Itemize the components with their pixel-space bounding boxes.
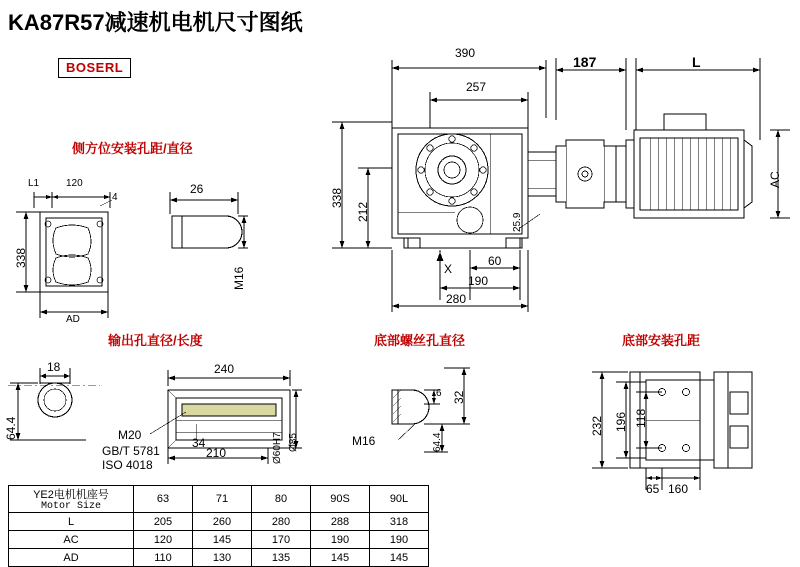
note-gb: GB/T 5781	[102, 444, 160, 458]
table-cell: 130	[193, 549, 252, 567]
table-size-2: 80	[252, 486, 311, 513]
table-cell: 260	[193, 513, 252, 531]
dim-26: 26	[190, 182, 204, 196]
dim-L-motor: L	[692, 54, 701, 70]
dim-4: 4	[112, 192, 118, 203]
caption-bottom-screw: 底部螺丝孔直径	[374, 333, 466, 348]
dim-X: X	[444, 262, 453, 276]
caption-output-shaft: 输出孔直径/长度	[108, 333, 203, 348]
dim-196: 196	[614, 411, 628, 432]
table-cell: 318	[370, 513, 429, 531]
table-cell: 120	[134, 531, 193, 549]
dim-18: 18	[47, 360, 61, 374]
dim-34: 34	[192, 436, 206, 450]
dim-338-side: 338	[14, 247, 28, 268]
table-size-4: 90L	[370, 486, 429, 513]
table-row-label-AD: AD	[9, 549, 134, 567]
table-size-3: 90S	[311, 486, 370, 513]
dim-6: 6	[436, 388, 442, 399]
table-size-1: 71	[193, 486, 252, 513]
table-row-label-AC: AC	[9, 531, 134, 549]
dim-118: 118	[634, 408, 648, 428]
dim-240: 240	[214, 362, 235, 376]
dim-AC: AC	[768, 171, 782, 188]
dim-338-main: 338	[330, 187, 344, 208]
dim-280: 280	[446, 292, 467, 306]
brand-logo: BOSERL	[58, 58, 131, 78]
table-row	[9, 549, 429, 567]
dim-232: 232	[590, 415, 604, 436]
dim-190: 190	[468, 274, 489, 288]
dim-65: 65	[646, 482, 660, 496]
table-cell: 190	[311, 531, 370, 549]
dim-M16-side: M16	[232, 266, 246, 290]
table-header-label-cn: YE2电机机座号	[33, 489, 109, 501]
caption-bottom-mount: 底部安装孔距	[622, 333, 701, 348]
dim-187: 187	[573, 54, 597, 70]
table-cell: 170	[252, 531, 311, 549]
table-cell: 145	[311, 549, 370, 567]
table-cell: 205	[134, 513, 193, 531]
table-cell: 288	[311, 513, 370, 531]
table-row	[9, 486, 429, 513]
dim-64-4-output: 64.4	[4, 416, 18, 440]
table-header-label-en: Motor Size	[40, 501, 101, 512]
dim-32: 32	[452, 390, 466, 404]
dim-AD: AD	[66, 314, 80, 325]
table-cell: 135	[252, 549, 311, 567]
table-cell: 110	[134, 549, 193, 567]
dim-M16-bottom: M16	[352, 434, 376, 448]
table-cell: 280	[252, 513, 311, 531]
table-cell: 145	[193, 531, 252, 549]
dim-210: 210	[206, 446, 227, 460]
note-iso: ISO 4018	[102, 458, 153, 472]
table-cell: 190	[370, 531, 429, 549]
page-title: KA87R57减速机电机尺寸图纸	[8, 10, 303, 35]
dim-L1: L1	[28, 178, 40, 189]
table-row-label-L: L	[9, 513, 134, 531]
table-row	[9, 513, 429, 531]
table-cell: 145	[370, 549, 429, 567]
note-m20: M20	[118, 428, 142, 442]
caption-side-mount: 侧方位安装孔距/直径	[72, 141, 193, 156]
dim-212-main: 212	[356, 201, 370, 222]
dim-25-9: 25.9	[512, 212, 523, 232]
dim-060: Ø60H7	[272, 432, 283, 464]
table-row	[9, 531, 429, 549]
dim-085: Ø85	[288, 433, 299, 452]
dim-390: 390	[455, 46, 476, 60]
motor-size-table	[8, 485, 429, 567]
dim-64-4-screw: 64.4	[432, 432, 443, 452]
dim-120: 120	[66, 178, 83, 189]
table-size-0: 63	[134, 486, 193, 513]
dim-160: 160	[668, 482, 689, 496]
dim-257: 257	[466, 80, 487, 94]
dim-60: 60	[488, 254, 502, 268]
table-header-label	[9, 486, 134, 513]
